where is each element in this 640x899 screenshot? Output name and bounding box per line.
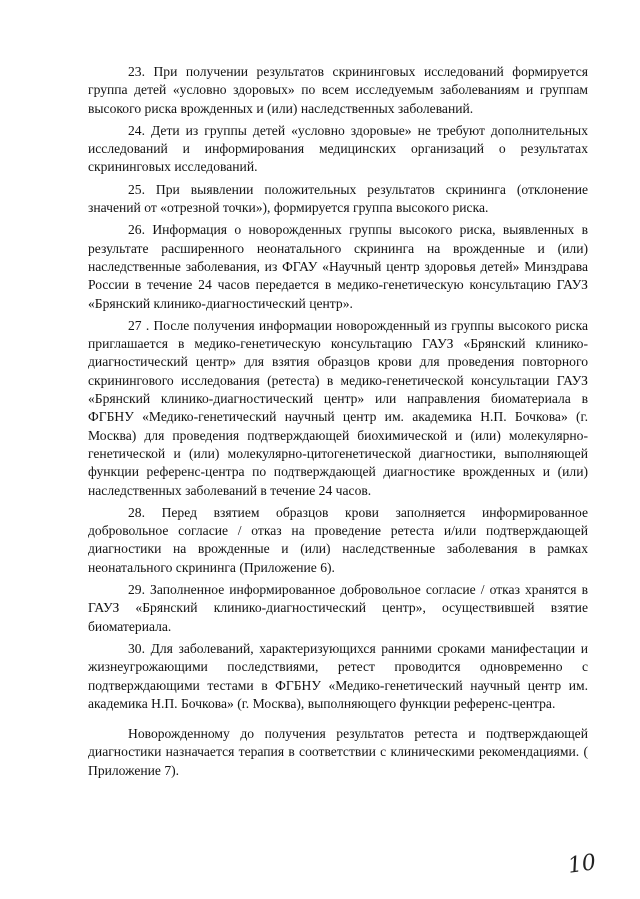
paragraph-27: 27 . После получения информации новорожденный из группы высокого риска приглашается в медико-генетическую консультацию ГАУЗ «Брянский клинико-диагностический центр» для взятия образцов крови для проведения повторного скринингового исследования (ретеста) в медико-генетической консультации ГАУЗ «Брянский клинико-диагностический центр» или направления биоматериала в ФГБНУ «Медико-генетический научный центр им. академика Н.П. Бочкова» (г. Москва) для проведения подтверждающей биохимической и (или) молекулярно-генетической и (или) молекулярно-цитогенетической диагностики, выполняющей функции референс-центра по подтверждающей диагностике врожденных и (или) наследственных заболеваний в течение 24 часов. [88, 317, 588, 498]
paragraph-26: 26. Информация о новорожденных группы высокого риска, выявленных в результате расширенного неонатального скрининга на врожденные и (или) наследственные заболевания, из ФГАУ «Научный центр здоровья детей» Минздрава России в течение 24 часов передается в медико-генетическую консультацию ГАУЗ «Брянский клинико-диагностический центр». [88, 222, 588, 311]
paragraph-25: 25. При выявлении положительных результатов скрининга (отклонение значений от «отрезной точки»), формируется группа высокого риска. [88, 181, 588, 216]
paragraph-28: 28. Перед взятием образцов крови заполняется информированное добровольное согласие / отказ на проведение ретеста и/или подтверждающей диагностики на врожденные и (или) наследственные заболевания в рамках неонатального скрининга (Приложение 6). [88, 504, 588, 575]
paragraph-29: 29. Заполненное информированное добровольное согласие / отказ хранятся в ГАУЗ «Брянский клинико-диагностический центр», осуществившей взятие биоматериала. [88, 582, 588, 634]
paragraph-30: 30. Для заболеваний, характеризующихся ранними сроками манифестации и жизнеугрожающими последствиями, ретест проводится одновременно с подтверждающими тестами в ФГБНУ «Медико-генетический научный центр им. академика Н.П. Бочкова» (г. Москва), выполняющего функции референс-центра. [88, 640, 588, 711]
paragraph-therapy-note: Новорожденному до получения результатов ретеста и подтверждающей диагностики назначается терапия в соответствии с клиническими рекомендациями. ( Приложение 7). [88, 726, 588, 778]
page-number: 10 [566, 850, 598, 879]
document-body [88, 63, 588, 780]
paragraph-24: 24. Дети из группы детей «условно здоровые» не требуют дополнительных исследований и информирования медицинских организаций о результатах скрининговых исследований. [88, 122, 588, 175]
paragraph-23: 23. При получении результатов скрининговых исследований формируется группа детей «условно здоровых» по всем исследуемым заболеваниям и группам высокого риска врожденных и (или) наследственных заболеваний. [88, 64, 588, 116]
